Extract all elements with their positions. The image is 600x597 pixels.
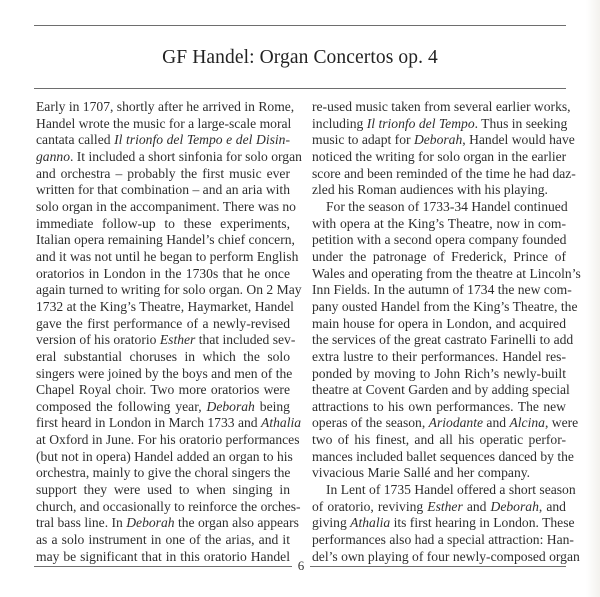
text-line: mances included ballet sequences danced by the: [312, 448, 574, 464]
text-line: solo organ in the accompaniment. There was no: [36, 198, 296, 214]
left-text-column: [36, 99, 302, 565]
text-line: In Lent of 1735 Handel offered a short season: [326, 482, 576, 498]
text-line: with opera at the King’s Theatre, now in com-: [312, 215, 566, 231]
text-line: extra lustre to their performances. Handel res-: [312, 348, 566, 364]
text-line: composed the following year, Deborah being: [36, 398, 290, 414]
text-line: vivacious Marie Sallé and her company.: [312, 465, 531, 481]
text-line: gave the first performance of a newly-revised: [36, 315, 290, 331]
text-line: performances also had a special attraction: Han-: [312, 532, 574, 548]
text-line: written for that combination – and an aria with: [36, 182, 290, 198]
text-line: and orchestra – probably the first music ever: [36, 165, 290, 181]
text-line: operas of the season, Ariodante and Alcina, were: [312, 415, 579, 431]
page-number: 6: [297, 558, 305, 573]
text-line: and it was not until he began to perform English: [36, 248, 299, 264]
text-line: 1732 at the King’s Theatre, Haymarket, Handel: [36, 298, 294, 314]
page-edge-shadow: [586, 0, 600, 597]
text-line: may be significant that in this oratorio Handel: [36, 548, 290, 564]
text-line: ponded by moving to John Rich’s newly-built: [312, 365, 566, 381]
text-line: two of his finest, and all his operatic perfor-: [312, 432, 566, 448]
right-text-column: [312, 99, 581, 565]
text-line: cantata called Il trionfo del Tempo e del Disin-: [36, 132, 290, 148]
text-line: attractions to his own performances. The new: [312, 398, 566, 414]
text-line: church, and occasionally to reinforce the orches-: [36, 498, 301, 514]
text-line: orchestra, mainly to give the choral singers the: [36, 465, 291, 481]
text-line: del’s own playing of four newly-composed organ: [312, 548, 580, 564]
text-line: immediate follow-up to these experiments,: [36, 215, 290, 231]
text-line: Chapel Royal choir. Two more oratorios were: [36, 382, 290, 398]
text-line: oratorios in London in the 1730s that he once: [36, 265, 290, 281]
text-line: theatre at Covent Garden and by adding special: [312, 382, 570, 398]
header-bottom-rule: [34, 88, 566, 89]
text-line: score and been reminded of the time he had daz-: [312, 165, 576, 181]
text-line: pany ousted Handel from the King’s Theatre, the: [312, 298, 578, 314]
text-line: eral substantial choruses in which the solo: [36, 348, 290, 364]
page-title: GF Handel: Organ Concertos op. 4: [162, 47, 438, 68]
text-line: including Il trionfo del Tempo. Thus in seeking: [312, 115, 568, 131]
text-line: petition with a second opera company founded: [312, 232, 567, 248]
text-line: Italian opera remaining Handel’s chief concern,: [36, 232, 295, 248]
text-line: giving Athalia its first hearing in London. These: [312, 515, 575, 531]
text-line: music to adapt for Deborah, Handel would have: [312, 132, 575, 148]
header-top-rule: [34, 25, 566, 26]
text-line: re-used music taken from several earlier works,: [312, 99, 571, 114]
footer-rule-right: [310, 566, 566, 567]
text-line: noticed the writing for solo organ in the earlier: [312, 148, 567, 164]
text-line: Wales and operating from the theatre at Lincoln’s: [312, 265, 581, 281]
text-line: first heard in London in March 1733 and Athalia: [36, 415, 302, 431]
text-line: Handel wrote the music for a large-scale moral: [36, 115, 292, 131]
text-line: (but not in opera) Handel added an organ to his: [36, 448, 293, 464]
text-line: Inn Fields. In the autumn of 1734 the new com-: [312, 282, 572, 298]
text-line: version of his oratorio Esther that included sev-: [36, 332, 296, 348]
text-line: tral bass line. In Deborah the organ also appears: [36, 515, 299, 531]
text-line: the services of the great castrato Farinelli to add: [312, 332, 574, 348]
text-line: ganno. It included a short sinfonia for solo organ: [36, 148, 302, 164]
page-footer: [34, 558, 566, 574]
text-line: zled his Roman audiences with his playing.: [312, 182, 548, 198]
footer-rule-left: [34, 566, 292, 567]
text-line: support they were used to when singing in: [36, 482, 290, 498]
text-line: again turned to writing for solo organ. On 2 May: [36, 282, 302, 298]
text-line: For the season of 1733-34 Handel continued: [326, 198, 568, 214]
text-line: of oratorio, reviving Esther and Deborah, and: [312, 498, 566, 514]
text-line: at Oxford in June. For his oratorio performances: [36, 432, 300, 448]
text-line: as a solo instrument in one of the arias, and it: [36, 532, 290, 548]
text-line: singers were joined by the boys and men of the: [36, 365, 293, 381]
text-line: Early in 1707, shortly after he arrived in Rome,: [36, 99, 295, 114]
text-line: under the patronage of Frederick, Prince of: [312, 248, 566, 264]
text-line: main house for opera in London, and acquired: [312, 315, 566, 331]
